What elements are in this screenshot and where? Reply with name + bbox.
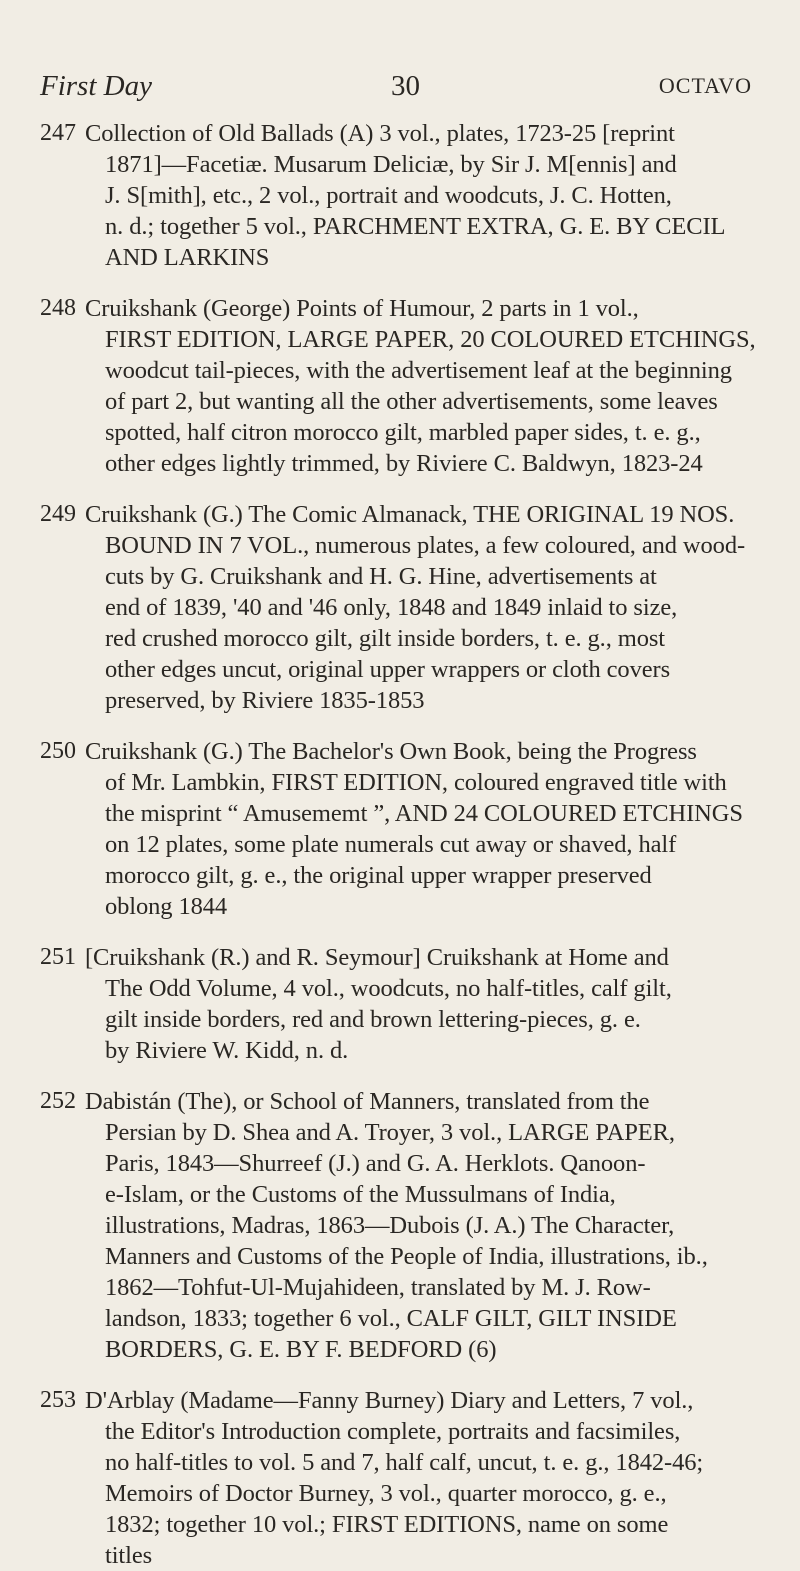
lot-description-line: FIRST EDITION, LARGE PAPER, 20 COLOURED ETCHINGS, bbox=[105, 326, 756, 353]
lot-description-line: 1832; together 10 vol.; FIRST EDITIONS, name on some bbox=[105, 1511, 669, 1538]
format-label: OCTAVO bbox=[658, 73, 752, 98]
lot-description-line: gilt inside borders, red and brown lettering-pieces, g. e. bbox=[105, 1006, 641, 1033]
lot-description-line: illustrations, Madras, 1863—Dubois (J. A.) The Character, bbox=[105, 1212, 675, 1239]
lot-description-line: other edges lightly trimmed, by Riviere C. Baldwyn, 1823-24 bbox=[105, 450, 703, 477]
page-header bbox=[40, 70, 760, 118]
lot-description-line: other edges uncut, original upper wrappers or cloth covers bbox=[105, 656, 670, 683]
lot-description bbox=[85, 499, 760, 716]
lot-description-line: AND LARKINS bbox=[105, 244, 270, 271]
lot-number: 253 bbox=[40, 1387, 76, 1413]
lot-description-line: J. S[mith], etc., 2 vol., portrait and woodcuts, J. C. Hotten, bbox=[105, 182, 672, 209]
lot-description-line: titles bbox=[105, 1542, 153, 1569]
lot-description-line: [Cruikshank (R.) and R. Seymour] Cruikshank at Home and bbox=[85, 944, 669, 971]
lot-description bbox=[85, 293, 764, 479]
lot-description-line: BORDERS, G. E. BY F. BEDFORD (6) bbox=[105, 1336, 497, 1363]
lot-description-line: cuts by G. Cruikshank and H. G. Hine, advertisements at bbox=[105, 563, 657, 590]
lot-description-line: 1862—Tohfut-Ul-Mujahideen, translated by M. J. Row- bbox=[105, 1274, 651, 1301]
lot-description-line: spotted, half citron morocco gilt, marbled paper sides, t. e. g., bbox=[105, 419, 701, 446]
lot-entry bbox=[40, 293, 760, 479]
lot-number: 252 bbox=[40, 1088, 76, 1114]
lot-number: 249 bbox=[40, 501, 76, 527]
lot-description-line: the Editor's Introduction complete, portraits and facsimiles, bbox=[105, 1418, 681, 1445]
lot-entry bbox=[40, 118, 760, 273]
lot-description-line: Cruikshank (G.) The Comic Almanack, THE ORIGINAL 19 NOS. bbox=[85, 501, 735, 528]
lot-description-line: The Odd Volume, 4 vol., woodcuts, no half-titles, calf gilt, bbox=[105, 975, 672, 1002]
lot-list bbox=[40, 118, 760, 1571]
lot-description-line: Memoirs of Doctor Burney, 3 vol., quarter morocco, g. e., bbox=[105, 1480, 667, 1507]
lot-description-line: of part 2, but wanting all the other advertisements, some leaves bbox=[105, 388, 718, 415]
lot-description bbox=[85, 118, 760, 273]
lot-description-line: 1871]—Facetiæ. Musarum Deliciæ, by Sir J. M[ennis] and bbox=[105, 151, 677, 178]
lot-description bbox=[85, 1385, 760, 1571]
lot-description-line: of Mr. Lambkin, FIRST EDITION, coloured engraved title with bbox=[105, 769, 727, 796]
lot-entry bbox=[40, 1086, 760, 1365]
lot-description-line: Persian by D. Shea and A. Troyer, 3 vol., LARGE PAPER, bbox=[105, 1119, 675, 1146]
lot-entry bbox=[40, 1385, 760, 1571]
lot-description-line: Dabistán (The), or School of Manners, translated from the bbox=[85, 1088, 650, 1115]
lot-number: 248 bbox=[40, 295, 76, 321]
lot-number: 247 bbox=[40, 120, 76, 146]
lot-description-line: the misprint “ Amusememt ”, AND 24 COLOURED ETCHINGS bbox=[105, 800, 743, 827]
lot-description-line: preserved, by Riviere 1835-1853 bbox=[105, 687, 425, 714]
lot-entry bbox=[40, 942, 760, 1066]
lot-description-line: Cruikshank (G.) The Bachelor's Own Book, being the Progress bbox=[85, 738, 697, 765]
section-title: First Day bbox=[40, 70, 152, 102]
lot-entry bbox=[40, 736, 760, 922]
lot-description-line: BOUND IN 7 VOL., numerous plates, a few coloured, and wood- bbox=[105, 532, 746, 559]
lot-description-line: oblong 1844 bbox=[105, 893, 228, 920]
lot-description-line: red crushed morocco gilt, gilt inside borders, t. e. g., most bbox=[105, 625, 666, 652]
lot-description-line: e-Islam, or the Customs of the Mussulmans of India, bbox=[105, 1181, 616, 1208]
lot-description-line: on 12 plates, some plate numerals cut away or shaved, half bbox=[105, 831, 677, 858]
lot-number: 251 bbox=[40, 944, 76, 970]
lot-description-line: landson, 1833; together 6 vol., CALF GILT, GILT INSIDE bbox=[105, 1305, 677, 1332]
lot-entry bbox=[40, 499, 760, 716]
lot-description-line: Paris, 1843—Shurreef (J.) and G. A. Herklots. Qanoon- bbox=[105, 1150, 646, 1177]
lot-description-line: Manners and Customs of the People of India, illustrations, ib., bbox=[105, 1243, 708, 1270]
page-number: 30 bbox=[391, 70, 420, 102]
lot-description-line: by Riviere W. Kidd, n. d. bbox=[105, 1037, 349, 1064]
lot-description bbox=[85, 736, 760, 922]
lot-description-line: Collection of Old Ballads (A) 3 vol., plates, 1723-25 [reprint bbox=[85, 120, 675, 147]
lot-description-line: D'Arblay (Madame—Fanny Burney) Diary and Letters, 7 vol., bbox=[85, 1387, 694, 1414]
lot-description bbox=[85, 1086, 760, 1365]
lot-description-line: woodcut tail-pieces, with the advertisement leaf at the beginning bbox=[105, 357, 732, 384]
lot-description-line: morocco gilt, g. e., the original upper wrapper preserved bbox=[105, 862, 652, 889]
lot-description-line: no half-titles to vol. 5 and 7, half calf, uncut, t. e. g., 1842-46; bbox=[105, 1449, 704, 1476]
lot-number: 250 bbox=[40, 738, 76, 764]
lot-description-line: n. d.; together 5 vol., PARCHMENT EXTRA, G. E. BY CECIL bbox=[105, 213, 726, 240]
lot-description bbox=[85, 942, 760, 1066]
lot-description-line: Cruikshank (George) Points of Humour, 2 parts in 1 vol., bbox=[85, 295, 639, 322]
lot-description-line: end of 1839, '40 and '46 only, 1848 and 1849 inlaid to size, bbox=[105, 594, 678, 621]
